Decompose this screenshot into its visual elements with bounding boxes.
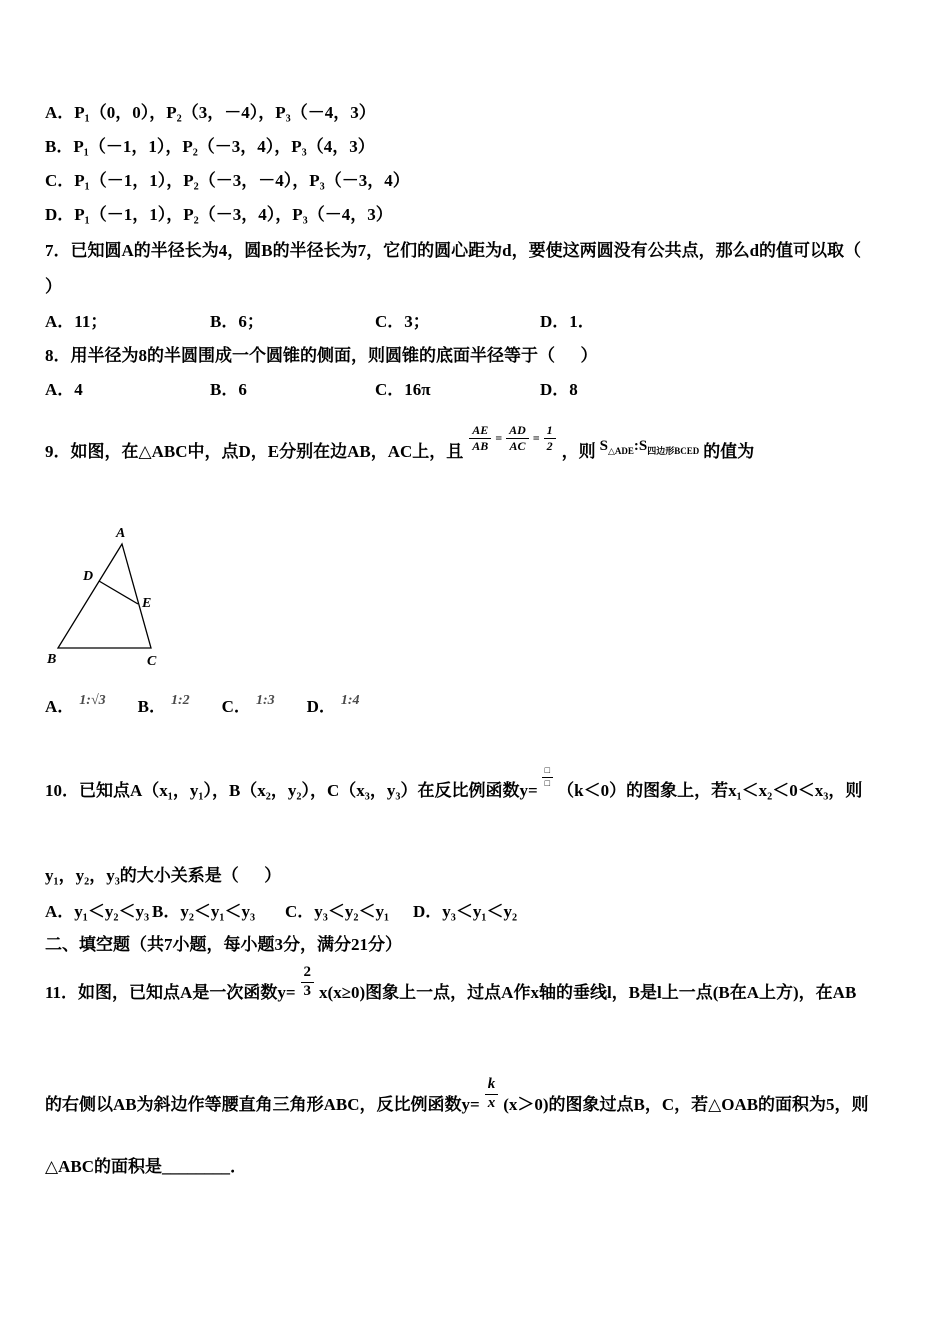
q9-tail-text: 的值为 [703,442,755,461]
option-line-a: A．P₁（0，0），P₂（3，－4），P₃（－4，3） [45,103,376,122]
q10-stem [45,765,863,810]
option-line-b: B．P₁（－1，1），P₂（－3，4），P₃（4，3） [45,137,375,156]
q10-options [45,901,915,923]
s-symbol: S [599,437,608,454]
colon: : [633,437,639,454]
q8-stem: 8．用半径为8的半圆围成一个圆锥的侧面，则圆锥的底面半径等于（ ） [45,346,598,365]
q7-close-paren: ） [45,277,62,296]
q11-stem-line1 [45,963,857,1020]
fraction-numerator: k [485,1077,499,1095]
q7-option-a: A．11； [45,312,108,331]
q11-line1-post: x(x≥0)图象上一点，过点A作x轴的垂线l，B是l上一点(B在A上方)，在AB [319,983,857,1002]
vertex-label-b: B [47,652,57,667]
equals-sign: = [532,431,540,445]
q11-line2-post: (x＞0)的图象过点B，C，若△OAB的面积为5，则 [503,1095,869,1114]
q7-option-c: C．3； [375,312,430,331]
fraction-denominator: □ [544,777,551,788]
option-line-d: D．P₁（－1，1），P₂（－3，4），P₃（－4，3） [45,205,393,224]
point-label-e: E [142,596,152,611]
q10-option-b: B．y₂＜y₁＜y₃ [152,902,256,921]
q10-option-d: D．y₃＜y₁＜y₂ [413,902,518,921]
q9-option-b-ratio: 1:2 [170,693,190,708]
q8-option-b: B．6 [210,380,247,399]
fraction-denominator: x [487,1094,496,1111]
section-2-header: 二、填空题（共7小题，每小题3分，满分21分） [45,935,402,954]
q11-line1-pre: 11．如图，已知点A是一次函数y= [45,983,296,1002]
fraction-numerator: AE [469,424,491,439]
point-label-d: D [83,569,94,584]
q10-option-c: C．y₃＜y₂＜y₁ [285,902,390,921]
option-line-c: C．P₁（－1，1），P₂（－3，－4），P₃（－3，4） [45,171,410,190]
q11-two-thirds-fraction [301,965,315,1000]
fraction-numerator: 1 [544,424,556,439]
q8-option-c: C．16π [375,380,431,399]
q10-stem-line2: y₁，y₂，y₃的大小关系是（ ） [45,866,282,885]
q9-option-d-label: D． [306,697,336,716]
q10-tail-text: （k＜0）的图象上，若x₁＜x₂＜0＜x₃，则 [557,781,863,800]
q8-option-d: D．8 [540,380,578,399]
fraction-denominator: 3 [303,982,312,999]
fraction-ad-ac [506,424,529,452]
q7-option-b: B．6； [210,312,264,331]
s-subscript-ade: △ADE [607,445,634,456]
q7-options [45,311,915,333]
q11-stem-line2 [45,1075,869,1132]
s-subscript-bced: 四边形BCED [647,445,700,456]
fraction-numerator: AD [506,424,529,439]
fraction-denominator: 2 [546,438,553,453]
fraction-ae-ab [469,424,491,452]
vertex-label-c: C [147,654,157,669]
q9-option-c-ratio: 1:3 [255,693,275,708]
segment-de [99,581,138,604]
q7-stem: 7．已知圆A的半径长为4，圆B的半径长为7，它们的圆心距为d，要使这两圆没有公共点，那么d的值可以取（ [45,241,862,260]
q9-option-b-label: B． [137,697,166,716]
q9-option-d-ratio: 1:4 [340,693,360,708]
fraction-one-half [544,424,556,452]
q9-options [45,693,392,718]
q9-area-ratio-expression [600,435,700,458]
fraction-numerator: 2 [301,965,315,983]
q11-kx-fraction [485,1077,499,1112]
equals-sign: = [495,431,503,445]
fraction-numerator: □ [542,766,553,777]
s-symbol: S [638,437,648,454]
triangle-abc-outline [58,544,151,648]
q10-lead-text: 10．已知点A（x₁，y₁），B（x₂，y₂），C（x₃，y₃）在反比例函数y= [45,781,538,800]
fraction-denominator: AB [472,438,489,453]
q9-stem [45,422,755,472]
q11-stem-line3: △ABC的面积是________． [45,1157,247,1176]
q9-option-a-label: A． [45,697,75,716]
q10-option-a: A．y₁＜y₂＜y₃ [45,902,150,921]
q10-kx-fraction [542,766,553,788]
vertex-label-a: A [116,526,126,541]
q8-option-a: A．4 [45,380,83,399]
q9-ratio-equation [469,424,555,452]
q11-line2-pre: 的右侧以AB为斜边作等腰直角三角形ABC，反比例函数y= [45,1095,480,1114]
triangle-figure [45,522,185,672]
fraction-denominator: AC [509,438,526,453]
q9-lead-text: 9．如图，在△ABC中，点D，E分别在边AB，AC上，且 [45,442,464,461]
q7-option-d: D．1． [540,312,595,331]
q9-mid-text: ，则 [561,442,596,461]
q9-option-a-ratio: 1:√3 [79,693,106,708]
q9-option-c-label: C． [221,697,251,716]
q8-options [45,379,915,401]
